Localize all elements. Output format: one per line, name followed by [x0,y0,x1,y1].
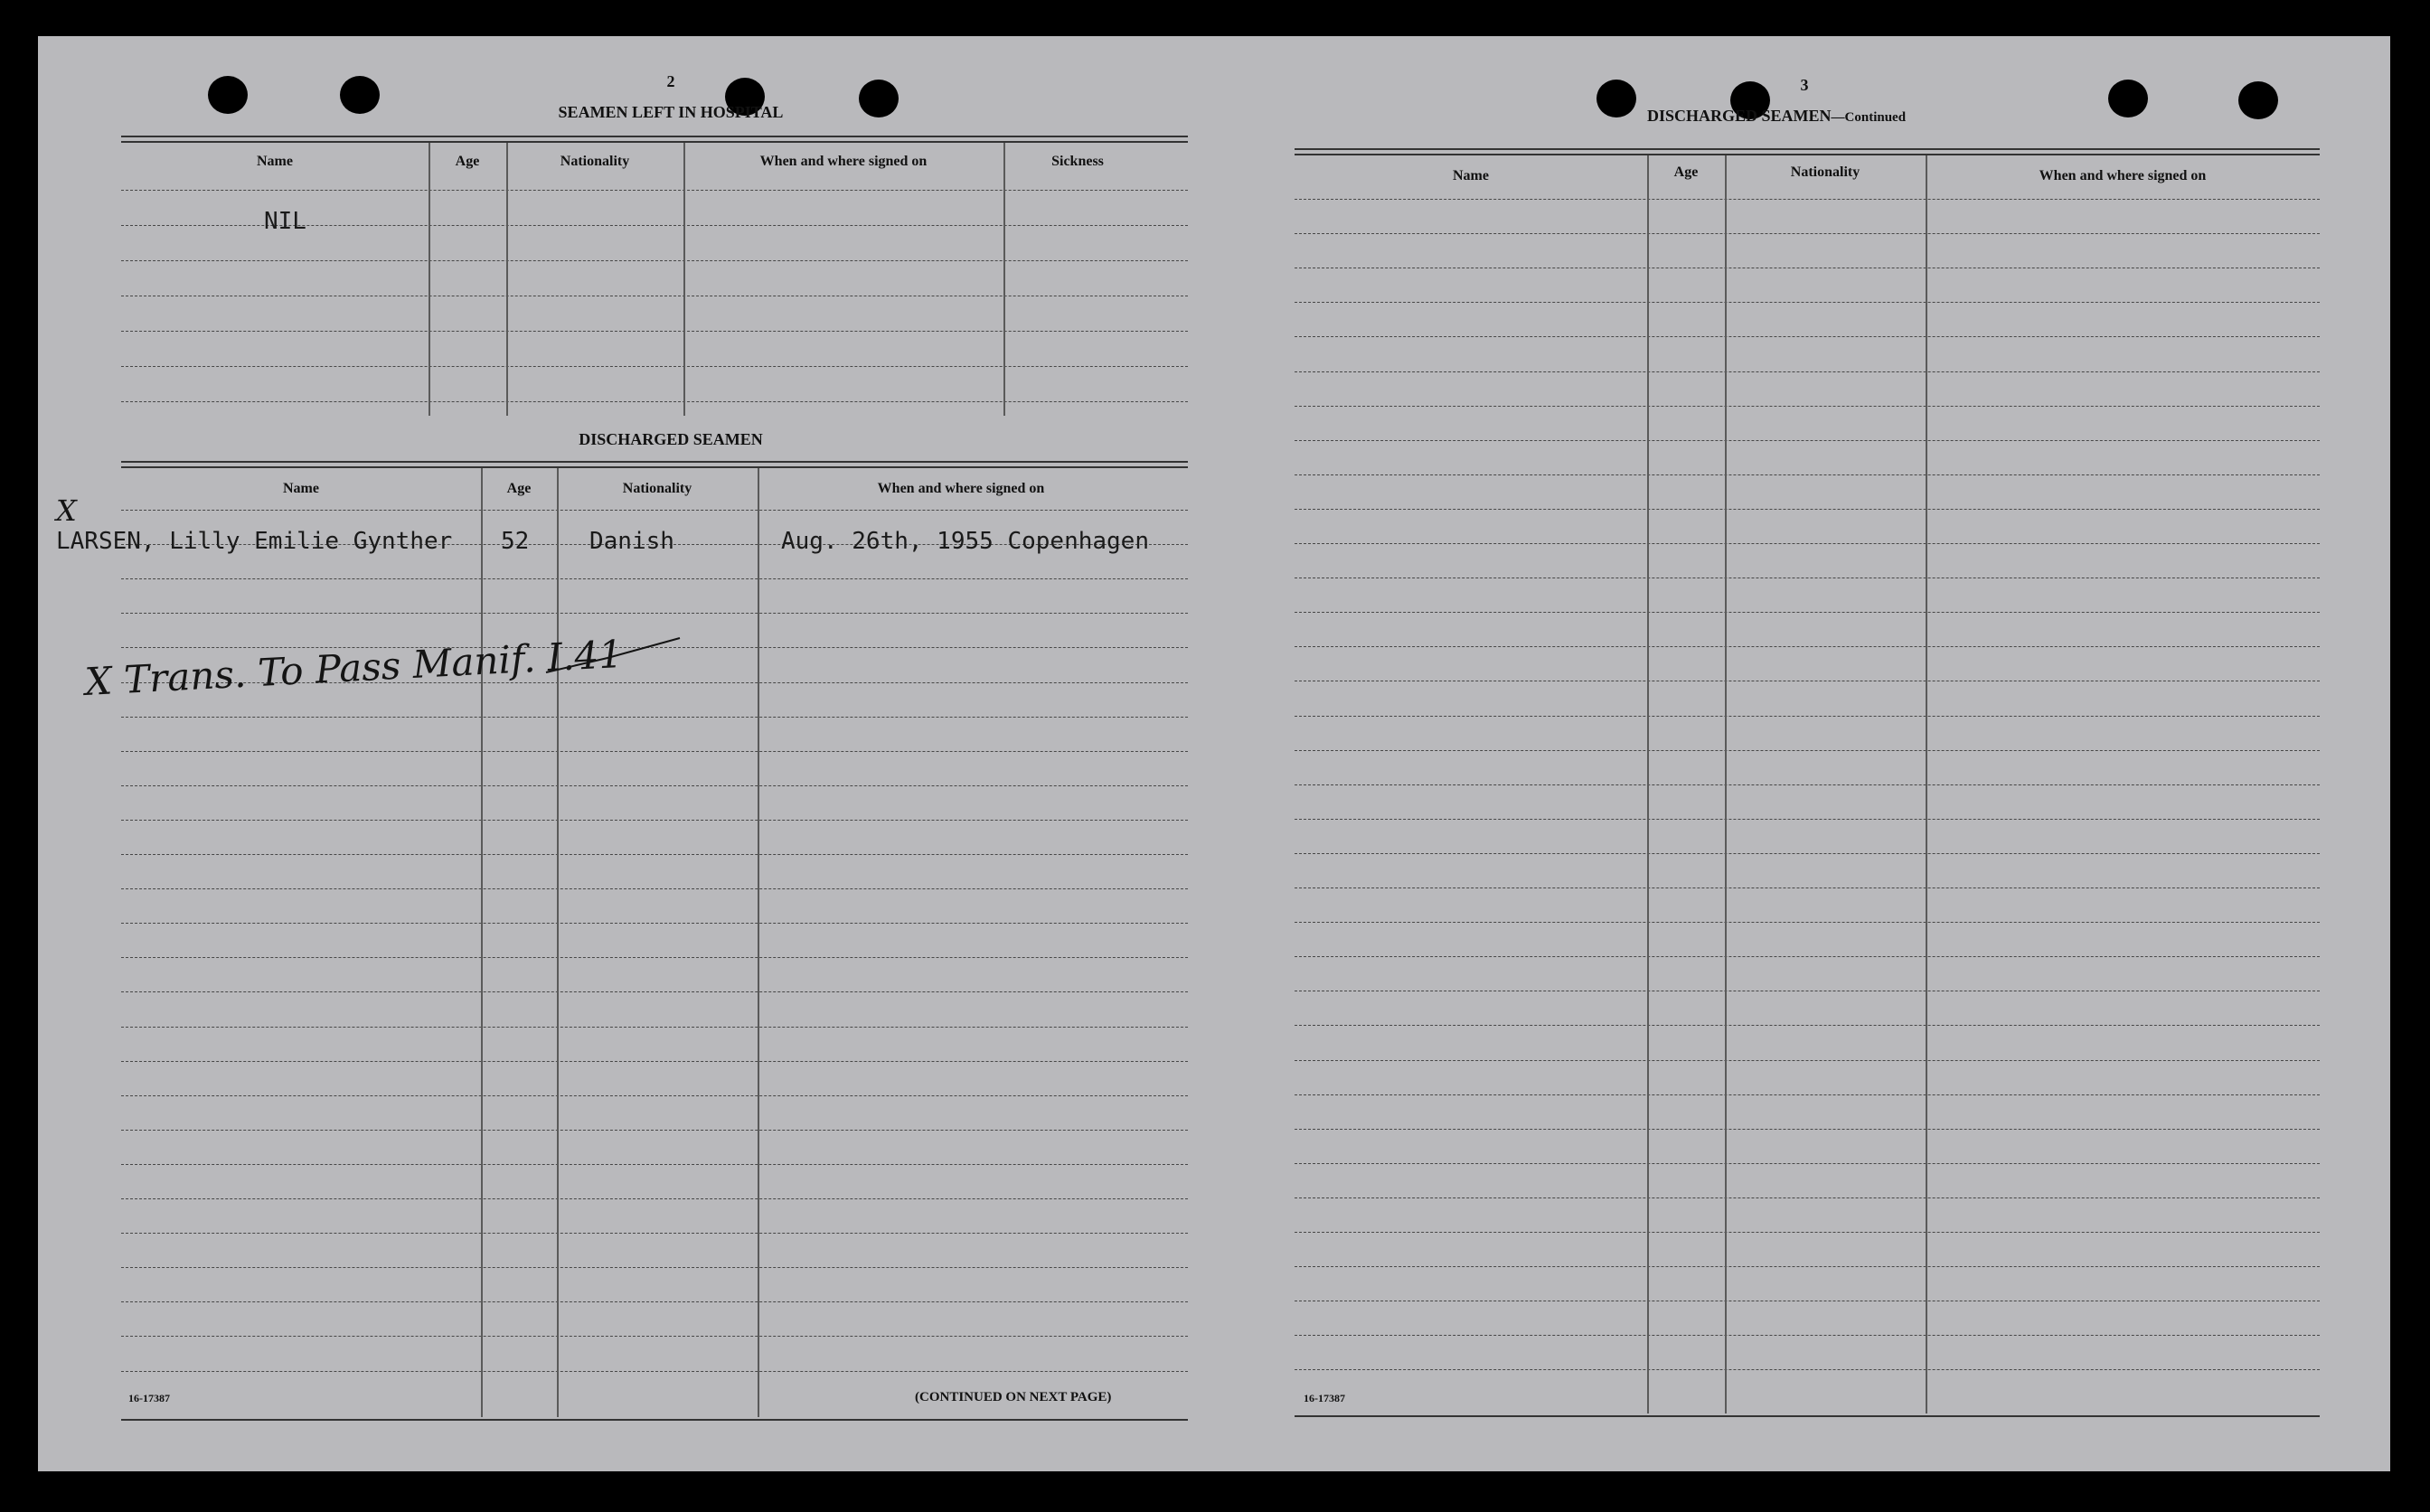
punch-hole [208,76,248,114]
table-row-rule [1295,1369,2320,1370]
table-row-rule [121,1371,1188,1372]
table-row-rule [121,1027,1188,1028]
column-header-nationality: Nationality [560,154,630,169]
column-header-nationality: Nationality [622,481,692,496]
table-row-rule [121,854,1188,855]
column-header-name: Name [1453,168,1489,183]
punch-hole [1596,80,1636,117]
hospital-table-top-rule [121,136,1188,143]
table-row-rule [1295,1232,2320,1233]
column-divider [1647,155,1649,1413]
table-row-rule [1295,406,2320,407]
table-row-rule [1295,612,2320,613]
table-row-rule [121,613,1188,614]
table-row-rule [121,957,1188,958]
table-row-rule [1295,646,2320,647]
table-row-rule [1295,440,2320,441]
column-divider [506,143,508,416]
column-divider [758,468,759,1417]
table-row-rule [1295,474,2320,475]
column-header-age: Age [506,481,532,496]
column-divider [557,468,559,1417]
punch-hole [340,76,380,114]
column-header-age: Age [455,154,480,169]
table-row-rule [1295,371,2320,372]
table-row-rule [121,991,1188,992]
table-row-rule [121,331,1188,332]
table-row-rule [1295,853,2320,854]
column-divider [1003,143,1005,416]
table-row-rule [1295,956,2320,957]
table-row-rule [1295,336,2320,337]
table-row-rule [1295,509,2320,510]
table-row-rule [121,820,1188,821]
table-row-rule [1295,784,2320,785]
right-table-bottom-rule [1295,1415,2320,1417]
right-table-top-rule [1295,148,2320,155]
column-divider [429,143,430,416]
table-row-rule [1295,1335,2320,1336]
table-row-rule [121,751,1188,752]
table-row-rule [1295,716,2320,717]
discharged-row-signed-on: Aug. 26th, 1955 Copenhagen [781,528,1149,555]
continued-title-suffix: —Continued [1831,110,1907,125]
punch-hole [2108,80,2148,117]
column-header-signed-on: When and where signed on [877,481,1045,496]
column-divider [1725,155,1727,1413]
discharged-section-title: DISCHARGED SEAMEN [579,430,763,448]
hospital-section-title: SEAMEN LEFT IN HOSPITAL [558,103,784,121]
table-row-rule [1295,1266,2320,1267]
page-number: 2 [666,72,675,90]
table-row-rule [1295,1163,2320,1164]
table-row-rule [121,510,1188,511]
discharged-row-age: 52 [501,528,530,555]
column-header-sickness: Sickness [1051,154,1104,169]
discharged-table-top-rule [121,461,1188,468]
column-header-age: Age [1673,164,1699,180]
table-row-rule [121,1061,1188,1062]
table-row-rule [121,260,1188,261]
table-row-rule [1295,302,2320,303]
table-row-rule [121,190,1188,191]
table-row-rule [1295,1129,2320,1130]
table-row-rule [121,1130,1188,1131]
table-row-rule [121,785,1188,786]
table-row-rule [121,1198,1188,1199]
page-number: 3 [1800,76,1809,94]
table-row-rule [1295,233,2320,234]
punch-hole [2238,81,2278,119]
table-row-rule [121,1233,1188,1234]
table-row-rule [121,923,1188,924]
handwritten-note: X Trans. To Pass Manif. I.41 [83,631,625,704]
table-row-rule [1295,887,2320,888]
column-divider [683,143,685,416]
table-row-rule [121,1164,1188,1165]
table-row-rule [1295,199,2320,200]
table-row-rule [121,1267,1188,1268]
discharged-table-bottom-rule [121,1419,1188,1421]
table-row-rule [1295,1094,2320,1095]
continued-note: (CONTINUED ON NEXT PAGE) [915,1390,1112,1404]
table-row-rule [121,1301,1188,1302]
table-row-rule [121,366,1188,367]
table-row-rule [1295,1060,2320,1061]
table-row-rule [121,1095,1188,1096]
continued-title-main: DISCHARGED SEAMEN [1647,107,1832,125]
table-row-rule [121,1336,1188,1337]
table-row-rule [121,717,1188,718]
handwritten-stroke [544,633,689,678]
table-row-rule [1295,1197,2320,1198]
column-header-nationality: Nationality [1790,164,1860,180]
discharged-row-name: LARSEN, Lilly Emilie Gynther [56,528,453,555]
form-number: 16-17387 [1304,1392,1345,1404]
column-header-name: Name [257,154,293,169]
handwritten-mark: X [56,493,77,528]
column-header-signed-on: When and where signed on [759,154,928,169]
column-header-name: Name [283,481,319,496]
table-row-rule [121,401,1188,402]
table-row-rule [121,578,1188,579]
table-row-rule [1295,819,2320,820]
discharged-row-nationality: Danish [589,528,674,555]
hospital-entry: NIL [264,208,306,235]
column-header-signed-on: When and where signed on [2039,168,2207,183]
table-row-rule [1295,922,2320,923]
continued-section-title [1647,107,1906,126]
table-row-rule [121,888,1188,889]
table-row-rule [1295,1025,2320,1026]
table-row-rule [1295,543,2320,544]
table-row-rule [1295,750,2320,751]
column-divider [1926,155,1927,1413]
form-number: 16-17387 [128,1392,170,1404]
column-divider [481,468,483,1417]
document-sheet [38,36,2390,1471]
